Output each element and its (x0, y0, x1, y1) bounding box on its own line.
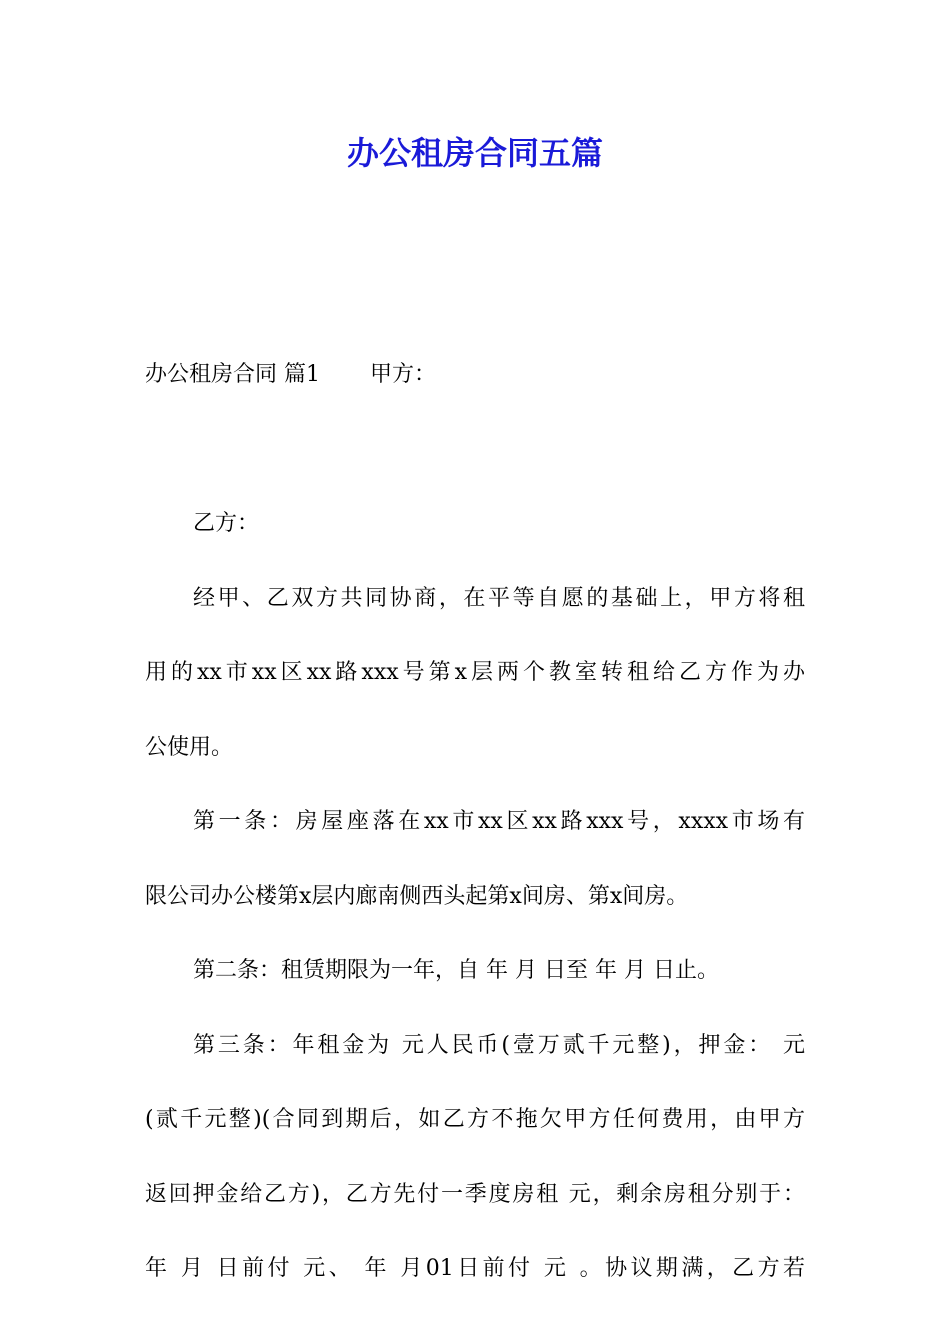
clause-3-line: 年 月 日前付 元、 年 月01日前付 元 。协议期满，乙方若 (145, 1256, 805, 1281)
clause-3-line: (贰千元整)(合同到期后，如乙方不拖欠甲方任何费用，由甲方 (145, 1107, 805, 1132)
paragraph-line: 公使用。 (145, 734, 234, 760)
clause-1-line: 限公司办公楼第x层内廊南侧西头起第x间房、第x间房。 (145, 883, 689, 909)
paragraph-line: 用的xx市xx区xx路xxx号第x层两个教室转租给乙方作为办 (145, 660, 805, 685)
clause-2-line: 第二条：租赁期限为一年，自 年 月 日至 年 月 日止。 (193, 958, 719, 983)
party-a-label: 甲方： (370, 362, 437, 387)
clause-1-line: 第一条：房屋座落在xx市xx区xx路xxx号，xxxx市场有 (193, 809, 805, 834)
party-b-label: 乙方： (193, 511, 260, 536)
clause-3-line: 返回押金给乙方)，乙方先付一季度房租 元，剩余房租分别于： (145, 1181, 805, 1207)
contract-body (145, 338, 805, 1307)
document-title: 办公租房合同五篇 (346, 134, 603, 172)
section-heading: 办公租房合同 篇1 (145, 362, 320, 387)
clause-3-line: 第三条：年租金为 元人民币(壹万贰千元整)，押金： 元 (193, 1032, 805, 1058)
section-heading-line (145, 338, 805, 413)
paragraph-line: 经甲、乙双方共同协商，在平等自愿的基础上，甲方将租 (193, 585, 805, 611)
